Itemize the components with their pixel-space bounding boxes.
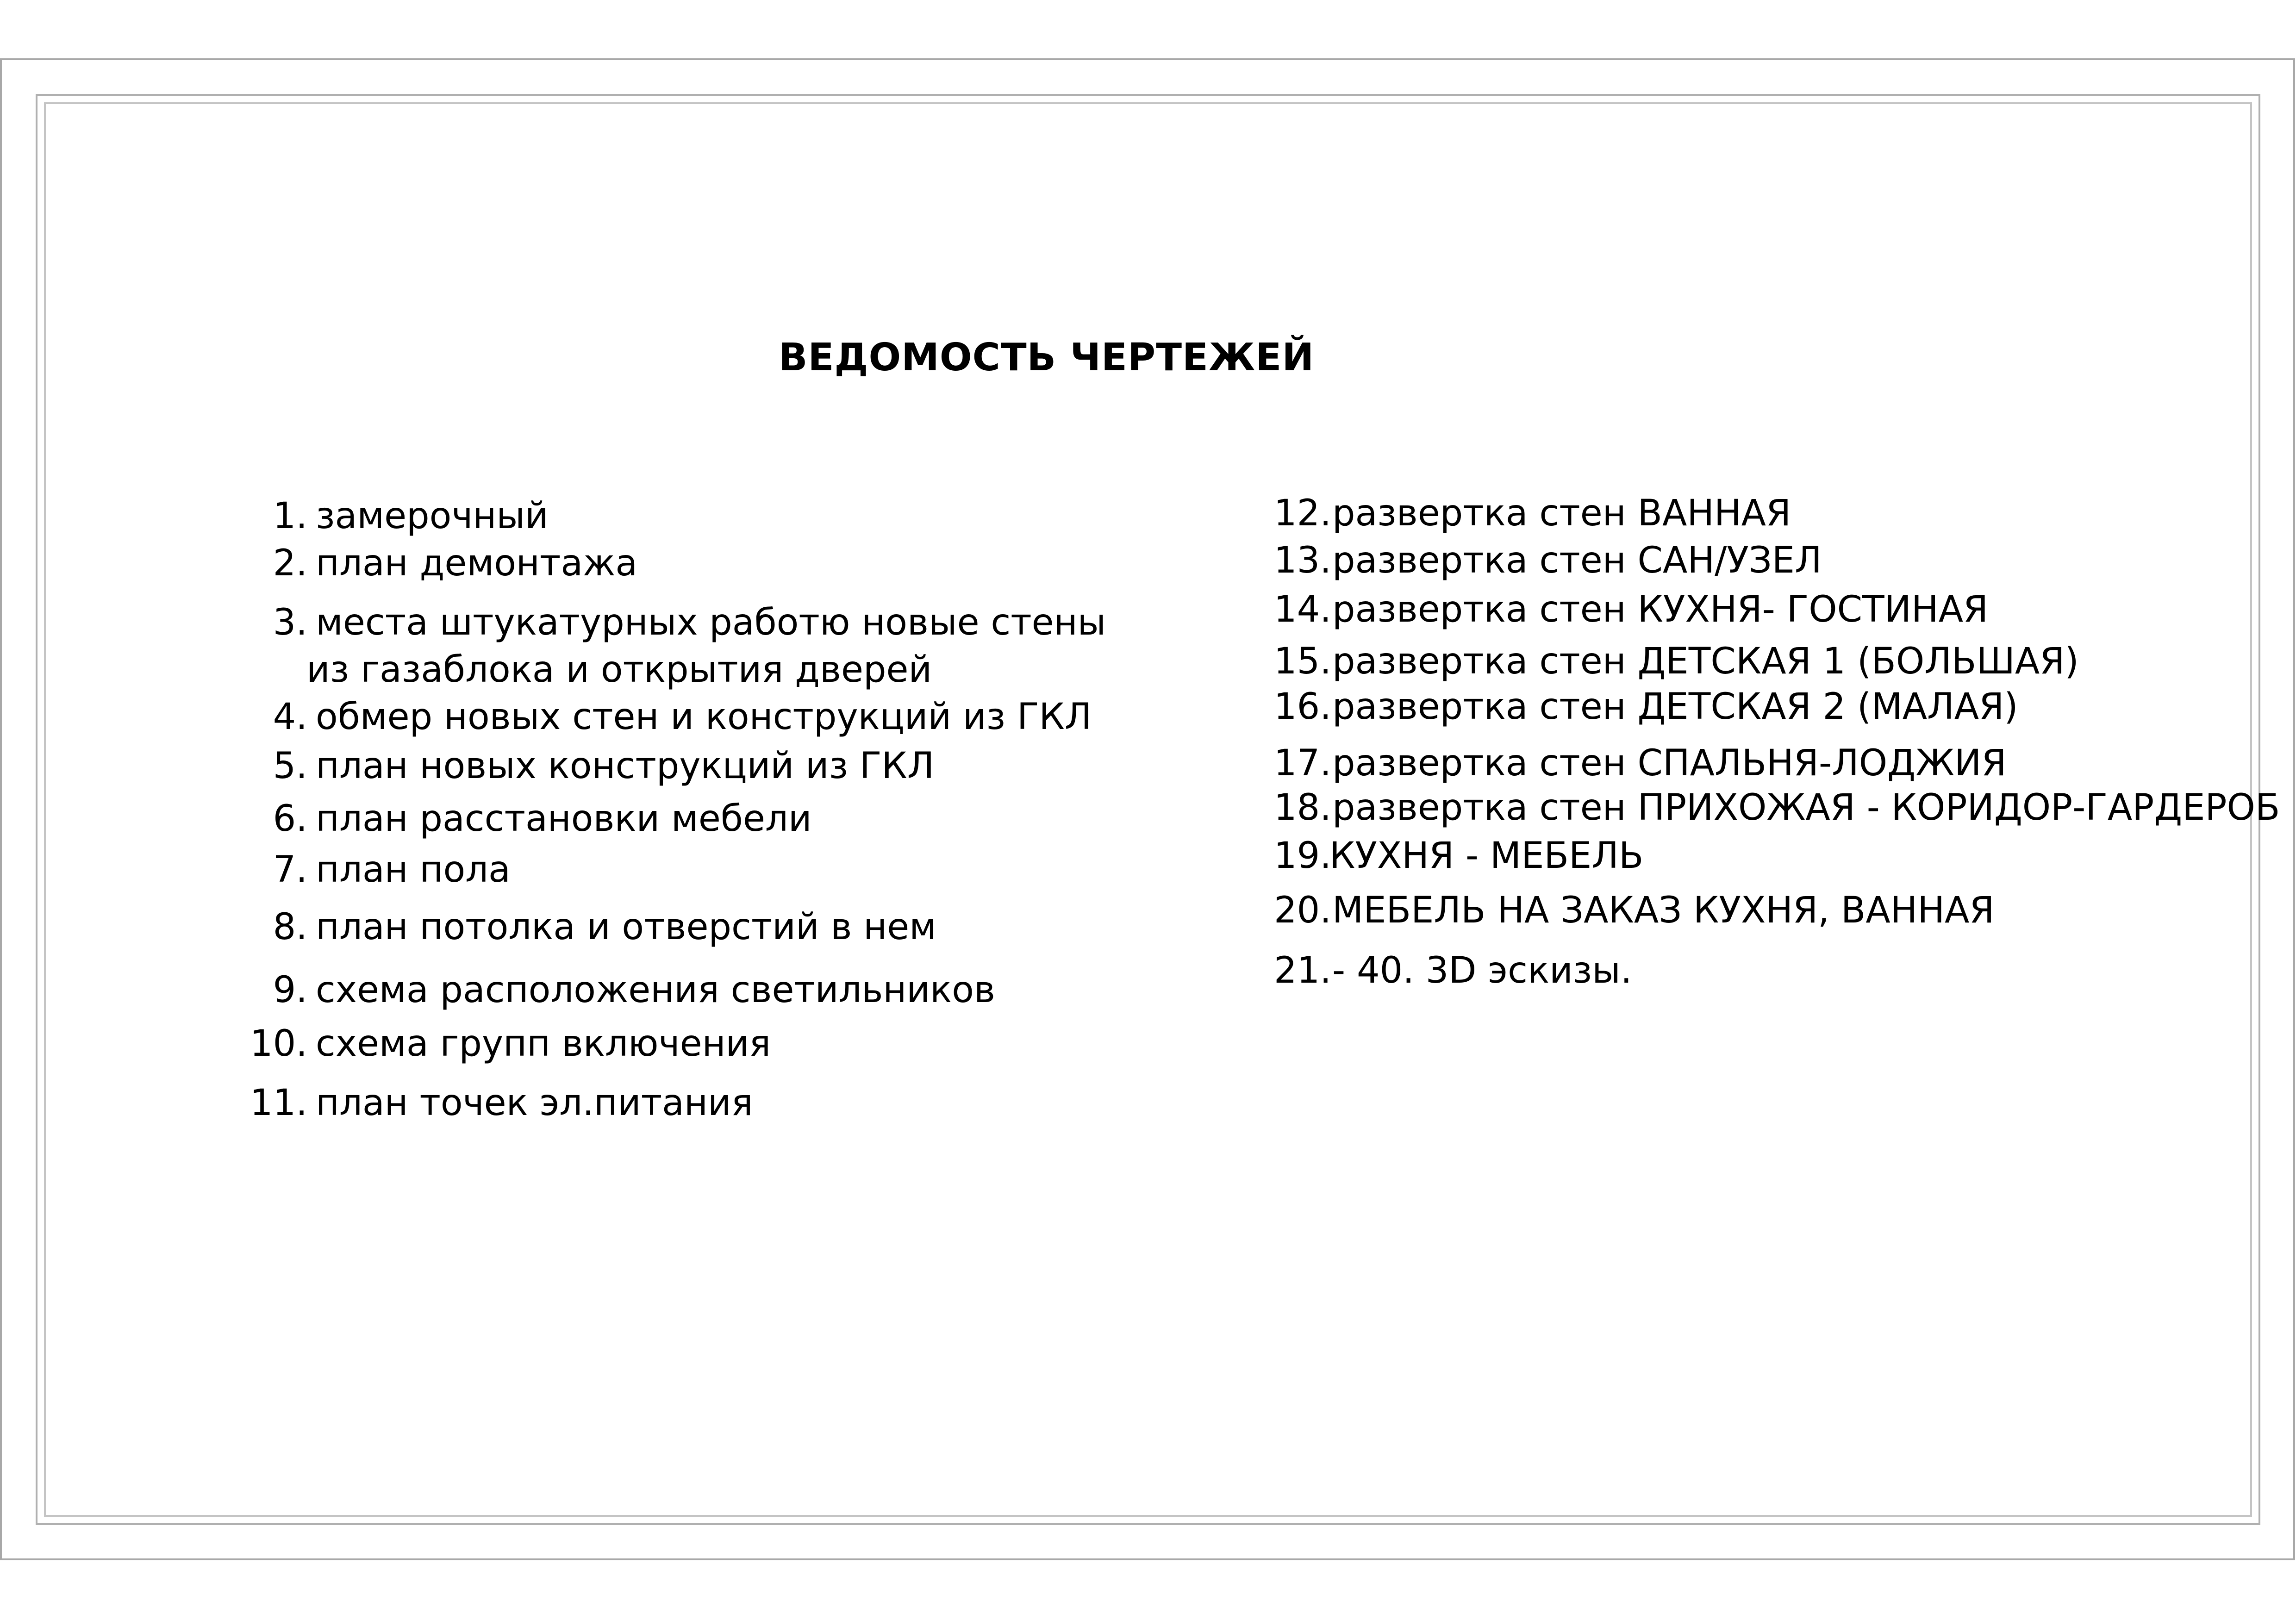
item-text: план расстановки мебели xyxy=(316,798,812,840)
item-number: 17. xyxy=(1274,742,1332,784)
list-item xyxy=(246,696,1092,738)
item-number: 15. xyxy=(1274,641,1332,682)
item-text: места штукатурных работю новые стены xyxy=(316,602,1106,643)
list-item xyxy=(1274,835,1644,877)
list-item xyxy=(246,1023,771,1065)
item-number: 13. xyxy=(1274,540,1332,581)
item-text: развертка стен САН/УЗЕЛ xyxy=(1332,540,1822,581)
item-text: КУХНЯ - МЕБЕЛЬ xyxy=(1329,835,1644,877)
item-text: развертка стен ДЕТСКАЯ 2 (МАЛАЯ) xyxy=(1332,686,2018,728)
item-text: МЕБЕЛЬ НА ЗАКАЗ КУХНЯ, ВАННАЯ xyxy=(1332,890,1995,931)
item-number: 4. xyxy=(273,696,307,738)
list-item xyxy=(246,906,937,948)
item-text: план потолка и отверстий в нем xyxy=(316,906,937,948)
item-number: 16. xyxy=(1274,686,1332,728)
item-text: развертка стен СПАЛЬНЯ-ЛОДЖИЯ xyxy=(1332,742,2007,784)
item-number: 8. xyxy=(273,906,307,948)
item-text: план пола xyxy=(316,849,511,891)
list-item xyxy=(246,969,995,1011)
list-item xyxy=(1274,542,1822,579)
item-number: 12. xyxy=(1274,492,1332,534)
item-text: замерочный xyxy=(316,495,549,537)
item-text: из газаблока и открытия дверей xyxy=(306,649,932,691)
item-text: обмер новых стен и конструкций из ГКЛ xyxy=(316,696,1092,738)
list-item xyxy=(1274,890,1995,931)
item-number: 14. xyxy=(1274,589,1332,630)
item-number: 6. xyxy=(273,798,307,840)
list-item xyxy=(1274,686,2018,728)
item-number: 21. xyxy=(1274,950,1332,991)
item-text: развертка стен ДЕТСКАЯ 1 (БОЛЬШАЯ) xyxy=(1332,641,2079,682)
item-number: 2. xyxy=(273,542,307,584)
item-number: 11. xyxy=(250,1082,307,1124)
item-text: схема расположения светильников xyxy=(316,969,995,1011)
list-item xyxy=(246,1082,753,1124)
list-item xyxy=(1274,641,2079,682)
item-number: 19. xyxy=(1274,835,1332,877)
item-text: схема групп включения xyxy=(316,1023,771,1065)
list-item xyxy=(246,798,812,840)
list-item xyxy=(1274,787,2280,829)
list-item xyxy=(1274,950,1632,991)
item-number: 1. xyxy=(273,495,307,537)
list-item xyxy=(1274,742,2007,784)
item-number: 18. xyxy=(1274,787,1332,829)
list-item xyxy=(246,604,1106,641)
item-text: - 40. 3D эскизы. xyxy=(1332,950,1632,991)
item-text: план новых конструкций из ГКЛ xyxy=(316,745,935,787)
item-number: 7. xyxy=(273,849,307,891)
item-text: развертка стен ВАННАЯ xyxy=(1332,492,1791,534)
page-title: ВЕДОМОСТЬ ЧЕРТЕЖЕЙ xyxy=(779,336,1315,380)
item-text: развертка стен ПРИХОЖАЯ - КОРИДОР-ГАРДЕРОБ xyxy=(1332,787,2280,829)
list-item xyxy=(1274,589,1989,630)
list-item xyxy=(1274,492,1791,534)
item-number: 3. xyxy=(273,602,307,643)
list-item xyxy=(246,542,638,584)
item-number: 20. xyxy=(1274,890,1332,931)
item-number: 9. xyxy=(273,969,307,1011)
list-item xyxy=(246,495,549,537)
item-number: 10. xyxy=(250,1023,307,1065)
item-text: план точек эл.питания xyxy=(316,1082,753,1124)
list-item xyxy=(246,849,511,891)
list-item-continuation xyxy=(246,649,932,691)
list-item xyxy=(246,745,935,787)
item-text: план демонтажа xyxy=(316,542,638,584)
item-text: развертка стен КУХНЯ- ГОСТИНАЯ xyxy=(1332,589,1989,630)
item-number: 5. xyxy=(273,745,307,787)
